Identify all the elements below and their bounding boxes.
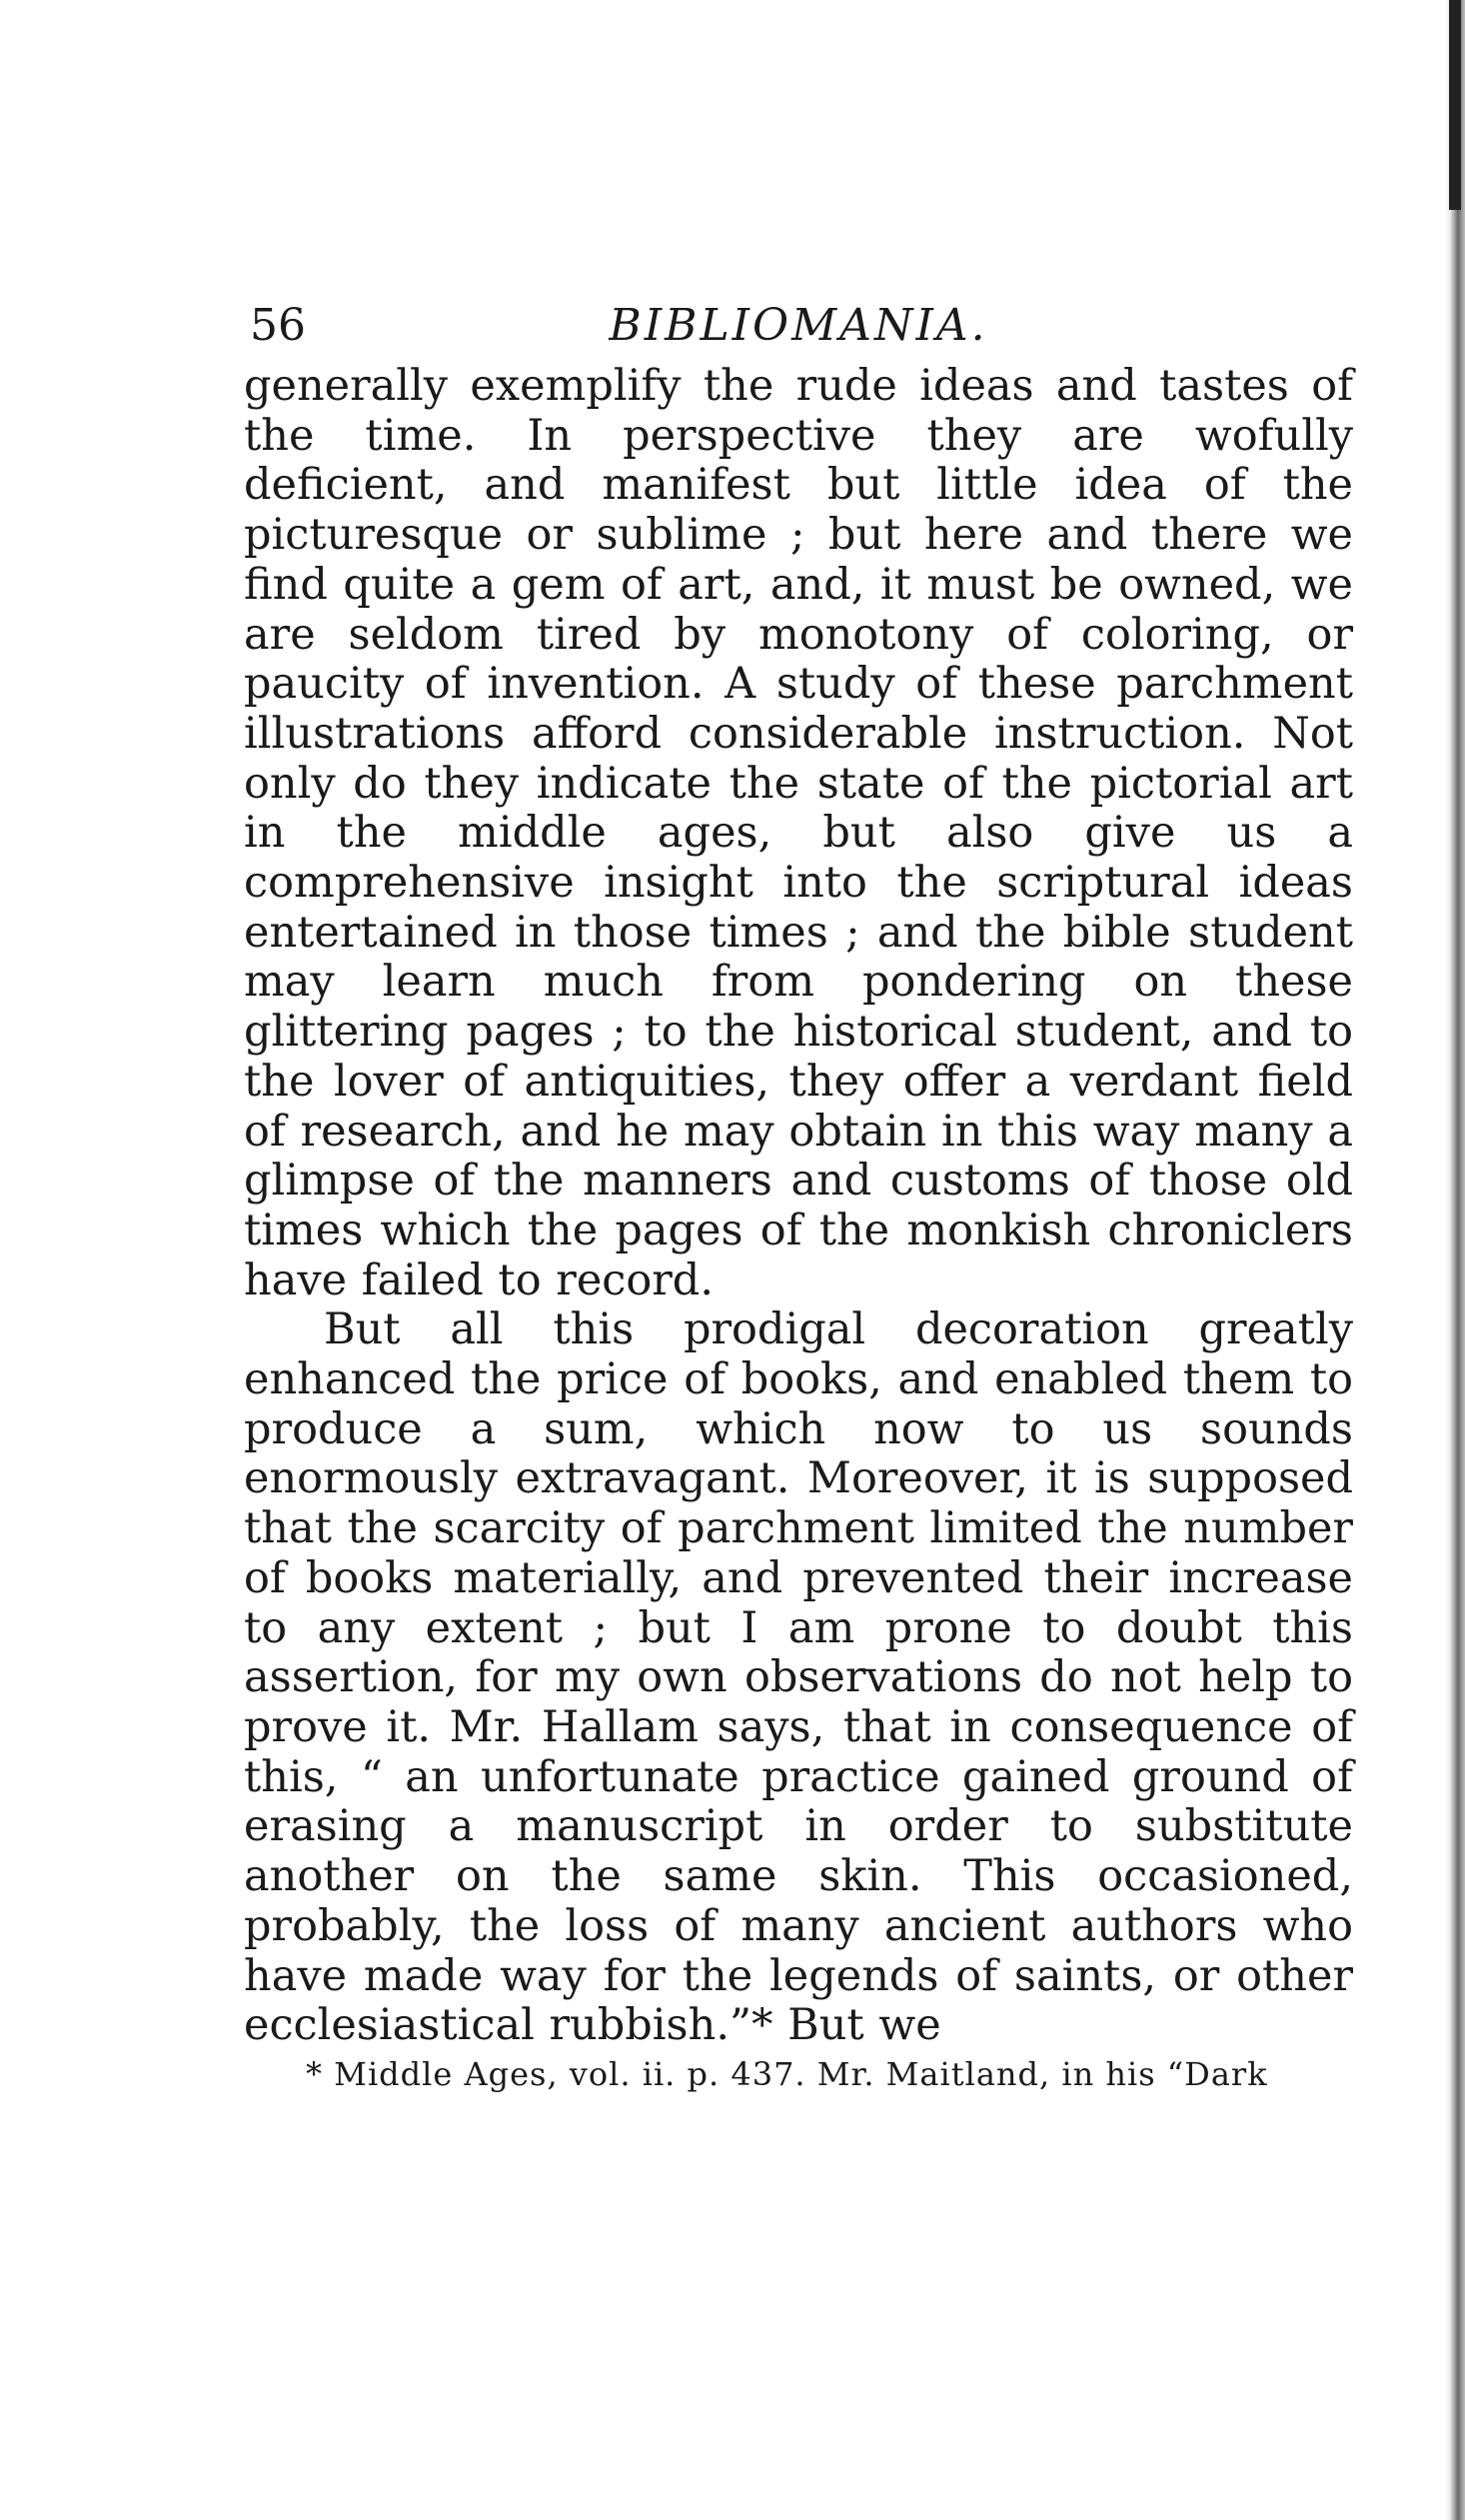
book-title: BIBLIOMANIA. <box>609 300 988 351</box>
paragraph-1: generally exemplify the rude ideas and tastes of the time. In perspective they are wofully deficient, and manifest but little idea of the picturesque or sublime ; but here and there we find quite a gem of art, and, it must be owned, we are seldom tired by monotony of coloring, or paucity of invention. A study of these parchment illustrations afford considerable instruction. Not only do they indicate the state of the pictorial art in the middle ages, but also give us a comprehensive insight into the scriptural ideas entertained in those times ; and the bible student may learn much from pondering on these glittering pages ; to the historical student, and to the lover of antiquities, they offer a verdant field of research, and he may obtain in this way many a glimpse of the manners and customs of those old times which the pages of the monkish chroniclers have failed to record. <box>244 361 1353 1305</box>
footnote: * Middle Ages, vol. ii. p. 437. Mr. Maitland, in his “Dark <box>306 2054 1268 2093</box>
paragraph-2: But all this prodigal decoration greatly enhanced the price of books, and enabled them to produce a sum, which now to us sounds enormously extravagant. Moreover, it is supposed that the scarcity of parchment limited the number of books materially, and prevented their increase to any extent ; but I am prone to doubt this assertion, for my own observations do not help to prove it. Mr. Hallam says, that in consequence of this, “ an unfortunate practice gained ground of erasing a manuscript in order to substitute another on the same skin. This occasioned, probably, the loss of many ancient authors who have made way for the legends of saints, or other ecclesiastical rubbish.”* But we <box>244 1304 1353 2051</box>
page-edge-dark-strip <box>1449 0 1461 210</box>
page-edge-shadow <box>1445 0 1465 2520</box>
text-block <box>244 294 1353 2095</box>
running-head <box>244 294 1353 358</box>
page-number: 56 <box>250 300 306 351</box>
body-text <box>244 362 1353 2051</box>
